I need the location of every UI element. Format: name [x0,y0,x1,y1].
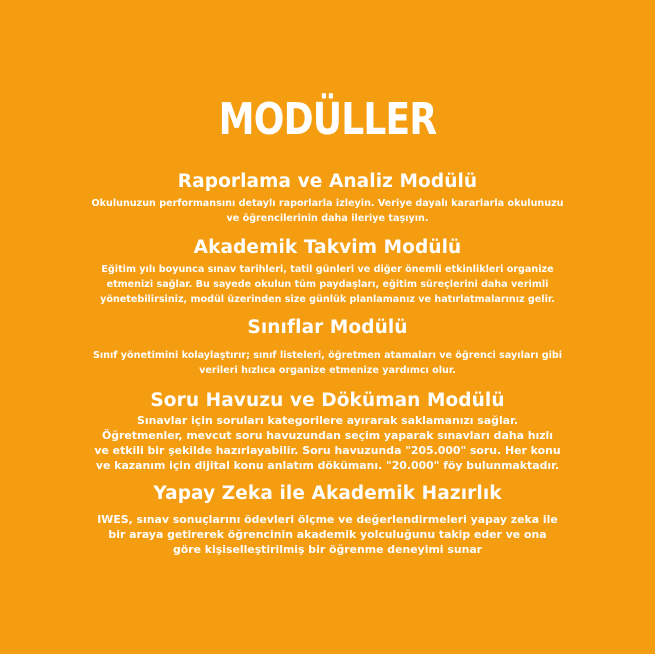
section-description [70,348,585,378]
section-description [70,413,585,473]
description-line: Öğretmenler, mevcut soru havuzundan seçim yaparak sınavları daha hızlı [102,429,553,442]
page-title: MODÜLLER [218,94,437,145]
section-heading: Akademik Takvim Modülü [193,237,462,258]
description-line: etmenizi sağlar. Bu sayede okulun tüm paydaşları, eğitim süreçlerini daha verimli [106,279,549,290]
section-classes [70,316,585,378]
description-line: bir araya getirerek öğrencinin akademik yolculuğunu takip eder ve ona [108,528,547,541]
description-line: Eğitim yılı boyunca sınav tarihleri, tatil günleri ve diğer önemli etkinlikleri organize [101,264,554,275]
description-line: Okulunuzun performansını detaylı raporlarla izleyin. Veriye dayalı kararlarla okulunuzu [91,198,564,209]
section-description [70,196,585,226]
section-ai-preparation [70,482,585,557]
section-reporting [70,170,585,226]
section-description [70,262,585,307]
description-line: ve öğrencilerinin daha ileriye taşıyın. [226,213,429,224]
description-line: göre kişiselleştirilmiş bir öğrenme deneyimi sunar [172,543,483,556]
section-heading: Raporlama ve Analiz Modülü [177,171,478,192]
description-line: Sınıf yönetimini kolaylaştırır; sınıf listeleri, öğretmen atamaları ve öğrenci sayıları gibi [92,350,563,361]
description-line: ve kazanım için dijital konu anlatım dökümanı. "20.000" föy bulunmaktadır. [95,459,560,472]
section-academic-calendar [70,236,585,307]
section-heading: Soru Havuzu ve Döküman Modülü [150,390,505,411]
description-line: IWES, sınav sonuçlarını ödevleri ölçme ve değerlendirmeleri yapay zeka ile [97,513,558,526]
description-line: ve etkili bir şekilde hazırlayabilir. Soru havuzunda "205.000" soru. Her konu [94,444,561,457]
section-question-pool [70,389,585,473]
description-line: Sınavlar için soruları kategorilere ayırarak saklamanızı sağlar. [137,414,518,427]
section-heading: Sınıflar Modülü [247,317,408,338]
section-heading: Yapay Zeka ile Akademik Hazırlık [153,483,502,504]
section-description [70,512,585,557]
description-line: verileri hızlıca organize etmenize yardımcı olur. [199,365,456,376]
description-line: yönetebilirsiniz, modül üzerinden size günlük planlamanız ve hatırlatmalarınız gelir. [100,294,555,305]
